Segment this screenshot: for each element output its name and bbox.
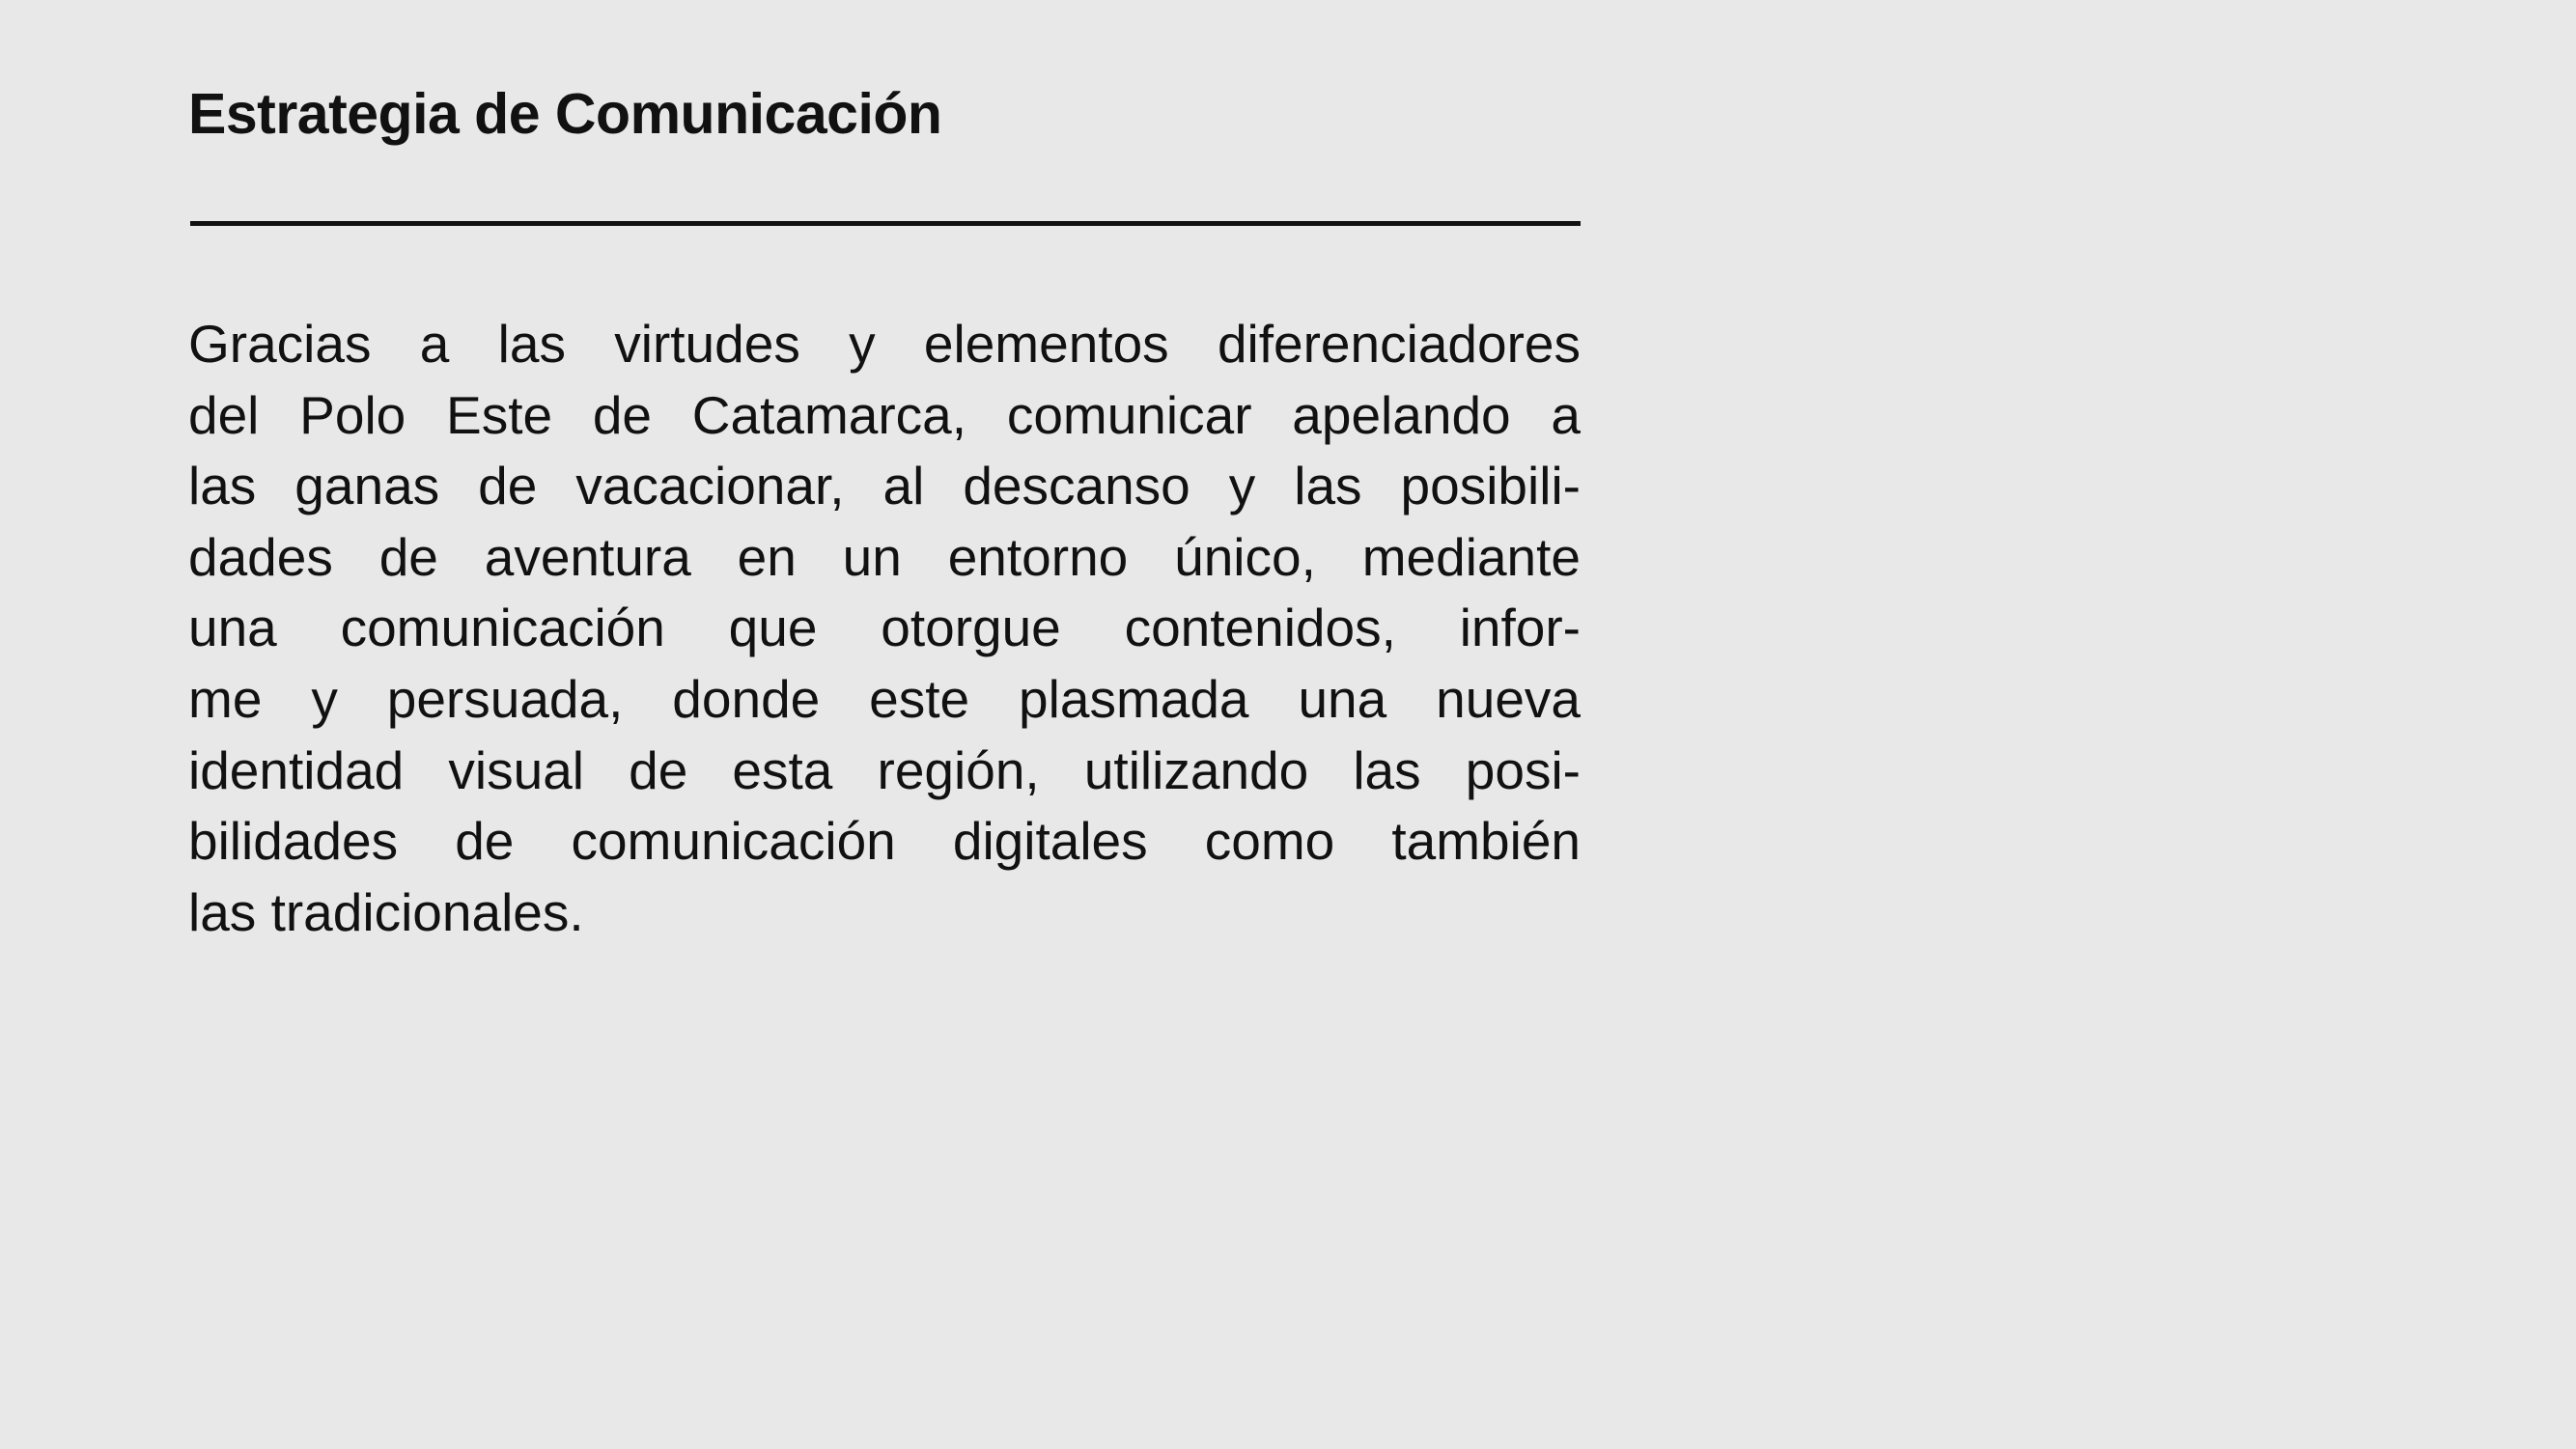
title-divider (190, 221, 1581, 226)
body-line: las ganas de vacacionar, al descanso y las posibili- (188, 456, 1581, 516)
body-line: del Polo Este de Catamarca, comunicar apelando a (188, 384, 1581, 445)
body-line: identidad visual de esta región, utilizando las posi- (188, 739, 1581, 800)
body-line: me y persuada, donde este plasmada una nueva (188, 668, 1581, 729)
body-line: bilidades de comunicación digitales como también (188, 811, 1581, 872)
page-title: Estrategia de Comunicación (188, 82, 942, 146)
body-line: dades de aventura en un entorno único, mediante (188, 526, 1581, 587)
body-paragraph (188, 309, 1581, 948)
body-line: Gracias a las virtudes y elementos diferenciadores (188, 314, 1581, 374)
body-line: las tradicionales. (188, 881, 584, 942)
body-line: una comunicación que otorgue contenidos, infor- (188, 598, 1581, 658)
